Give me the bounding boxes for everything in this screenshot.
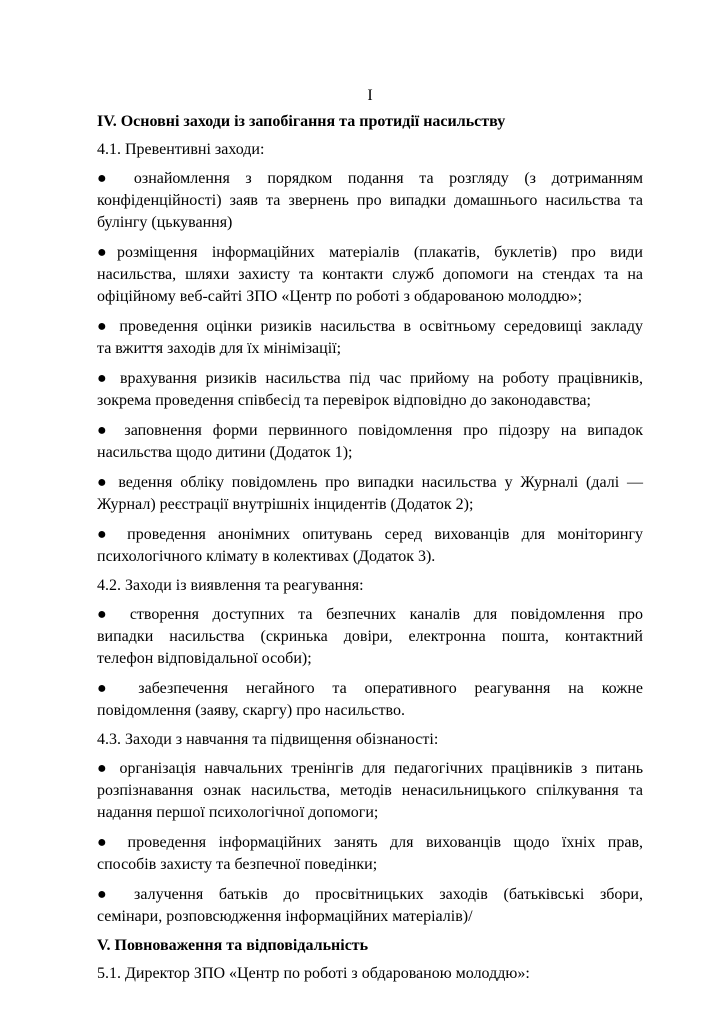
document-page [97, 86, 643, 992]
bullet-item [97, 368, 643, 412]
text-line: Журнал) реєстрації внутрішніх інцидентів (Додаток 2); [97, 496, 474, 513]
bullet-item [97, 420, 643, 464]
text-line: ● проведення інформаційних занять для вихованців щодо їхніх прав, [97, 834, 643, 851]
bullet-item [97, 242, 643, 308]
bullet-item [97, 316, 643, 360]
section-5-heading: V. Повноваження та відповідальність [97, 937, 369, 954]
section-4-heading: IV. Основні заходи із запобігання та протидії насильству [97, 113, 506, 130]
subsection-4-2-heading: 4.2. Заходи із виявлення та реагування: [97, 577, 364, 594]
text-line: ● проведення оцінки ризиків насильства в освітньому середовищі закладу [97, 318, 643, 335]
bullet-item [97, 832, 643, 876]
text-line: надання першої психологічної допомоги; [97, 804, 379, 821]
text-line: телефон відповідальної особи); [97, 650, 312, 667]
bullet-item [97, 604, 643, 670]
text-line: розпізнавання ознак насильства, методів ненасильницького спілкування та [97, 782, 643, 799]
page-marker: I [367, 87, 373, 104]
text-line: булінгу (цькування) [97, 214, 233, 231]
text-line: психологічного клімату в колективах (Додаток 3). [97, 548, 436, 565]
subsection-4-3-heading: 4.3. Заходи з навчання та підвищення обізнаності: [97, 731, 439, 748]
text-line: ● проведення анонімних опитувань серед вихованців для моніторингу [97, 526, 643, 543]
bullet-item [97, 884, 643, 928]
text-line: ●розміщення інформаційних матеріалів (плакатів, буклетів) про види [97, 244, 643, 261]
text-line: ● ознайомлення з порядком подання та розгляду (з дотриманням [97, 170, 643, 187]
text-line: повідомлення (заяву, скаргу) про насильство. [97, 702, 405, 719]
text-line: ● забезпечення негайного та оперативного реагування на кожне [97, 680, 643, 697]
text-line: зокрема проведення співбесід та перевірок відповідно до законодавства; [97, 392, 591, 409]
bullet-item [97, 168, 643, 234]
text-line: насильства, шляхи захисту та контакти служб допомоги на стендах та на [97, 266, 643, 283]
subsection-4-1-heading: 4.1. Превентивні заходи: [97, 141, 265, 158]
text-line: випадки насильства (скринька довіри, електронна пошта, контактний [97, 628, 643, 645]
bullet-item [97, 678, 643, 722]
text-line: ● ведення обліку повідомлень про випадки насильства у Журналі (далі — [97, 474, 643, 491]
text-line: ● заповнення форми первинного повідомлення про підозру на випадок [97, 422, 643, 439]
text-line: офіційному веб-сайті ЗПО «Центр по роботі з обдарованою молоддю»; [97, 288, 583, 305]
bullet-item [97, 524, 643, 568]
bullet-item [97, 472, 643, 516]
text-line: ● залучення батьків до просвітницьких заходів (батьківські збори, [97, 886, 643, 903]
text-line: способів захисту та безпечної поведінки; [97, 856, 378, 873]
text-line: та вжиття заходів для їх мінімізації; [97, 340, 342, 357]
text-line: насильства щодо дитини (Додаток 1); [97, 444, 353, 461]
text-line: ● створення доступних та безпечних каналів для повідомлення про [97, 606, 643, 623]
text-line: конфіденційності) заяв та звернень про випадки домашнього насильства та [97, 192, 643, 209]
text-line: семінари, розповсюдження інформаційних матеріалів)/ [97, 908, 473, 925]
subsection-5-1-heading: 5.1. Директор ЗПО «Центр по роботі з обдарованою молоддю»: [97, 965, 530, 982]
bullet-item [97, 758, 643, 824]
text-line: ● організація навчальних тренінгів для педагогічних працівників з питань [97, 760, 643, 777]
text-line: ● врахування ризиків насильства під час прийому на роботу працівників, [97, 370, 643, 387]
